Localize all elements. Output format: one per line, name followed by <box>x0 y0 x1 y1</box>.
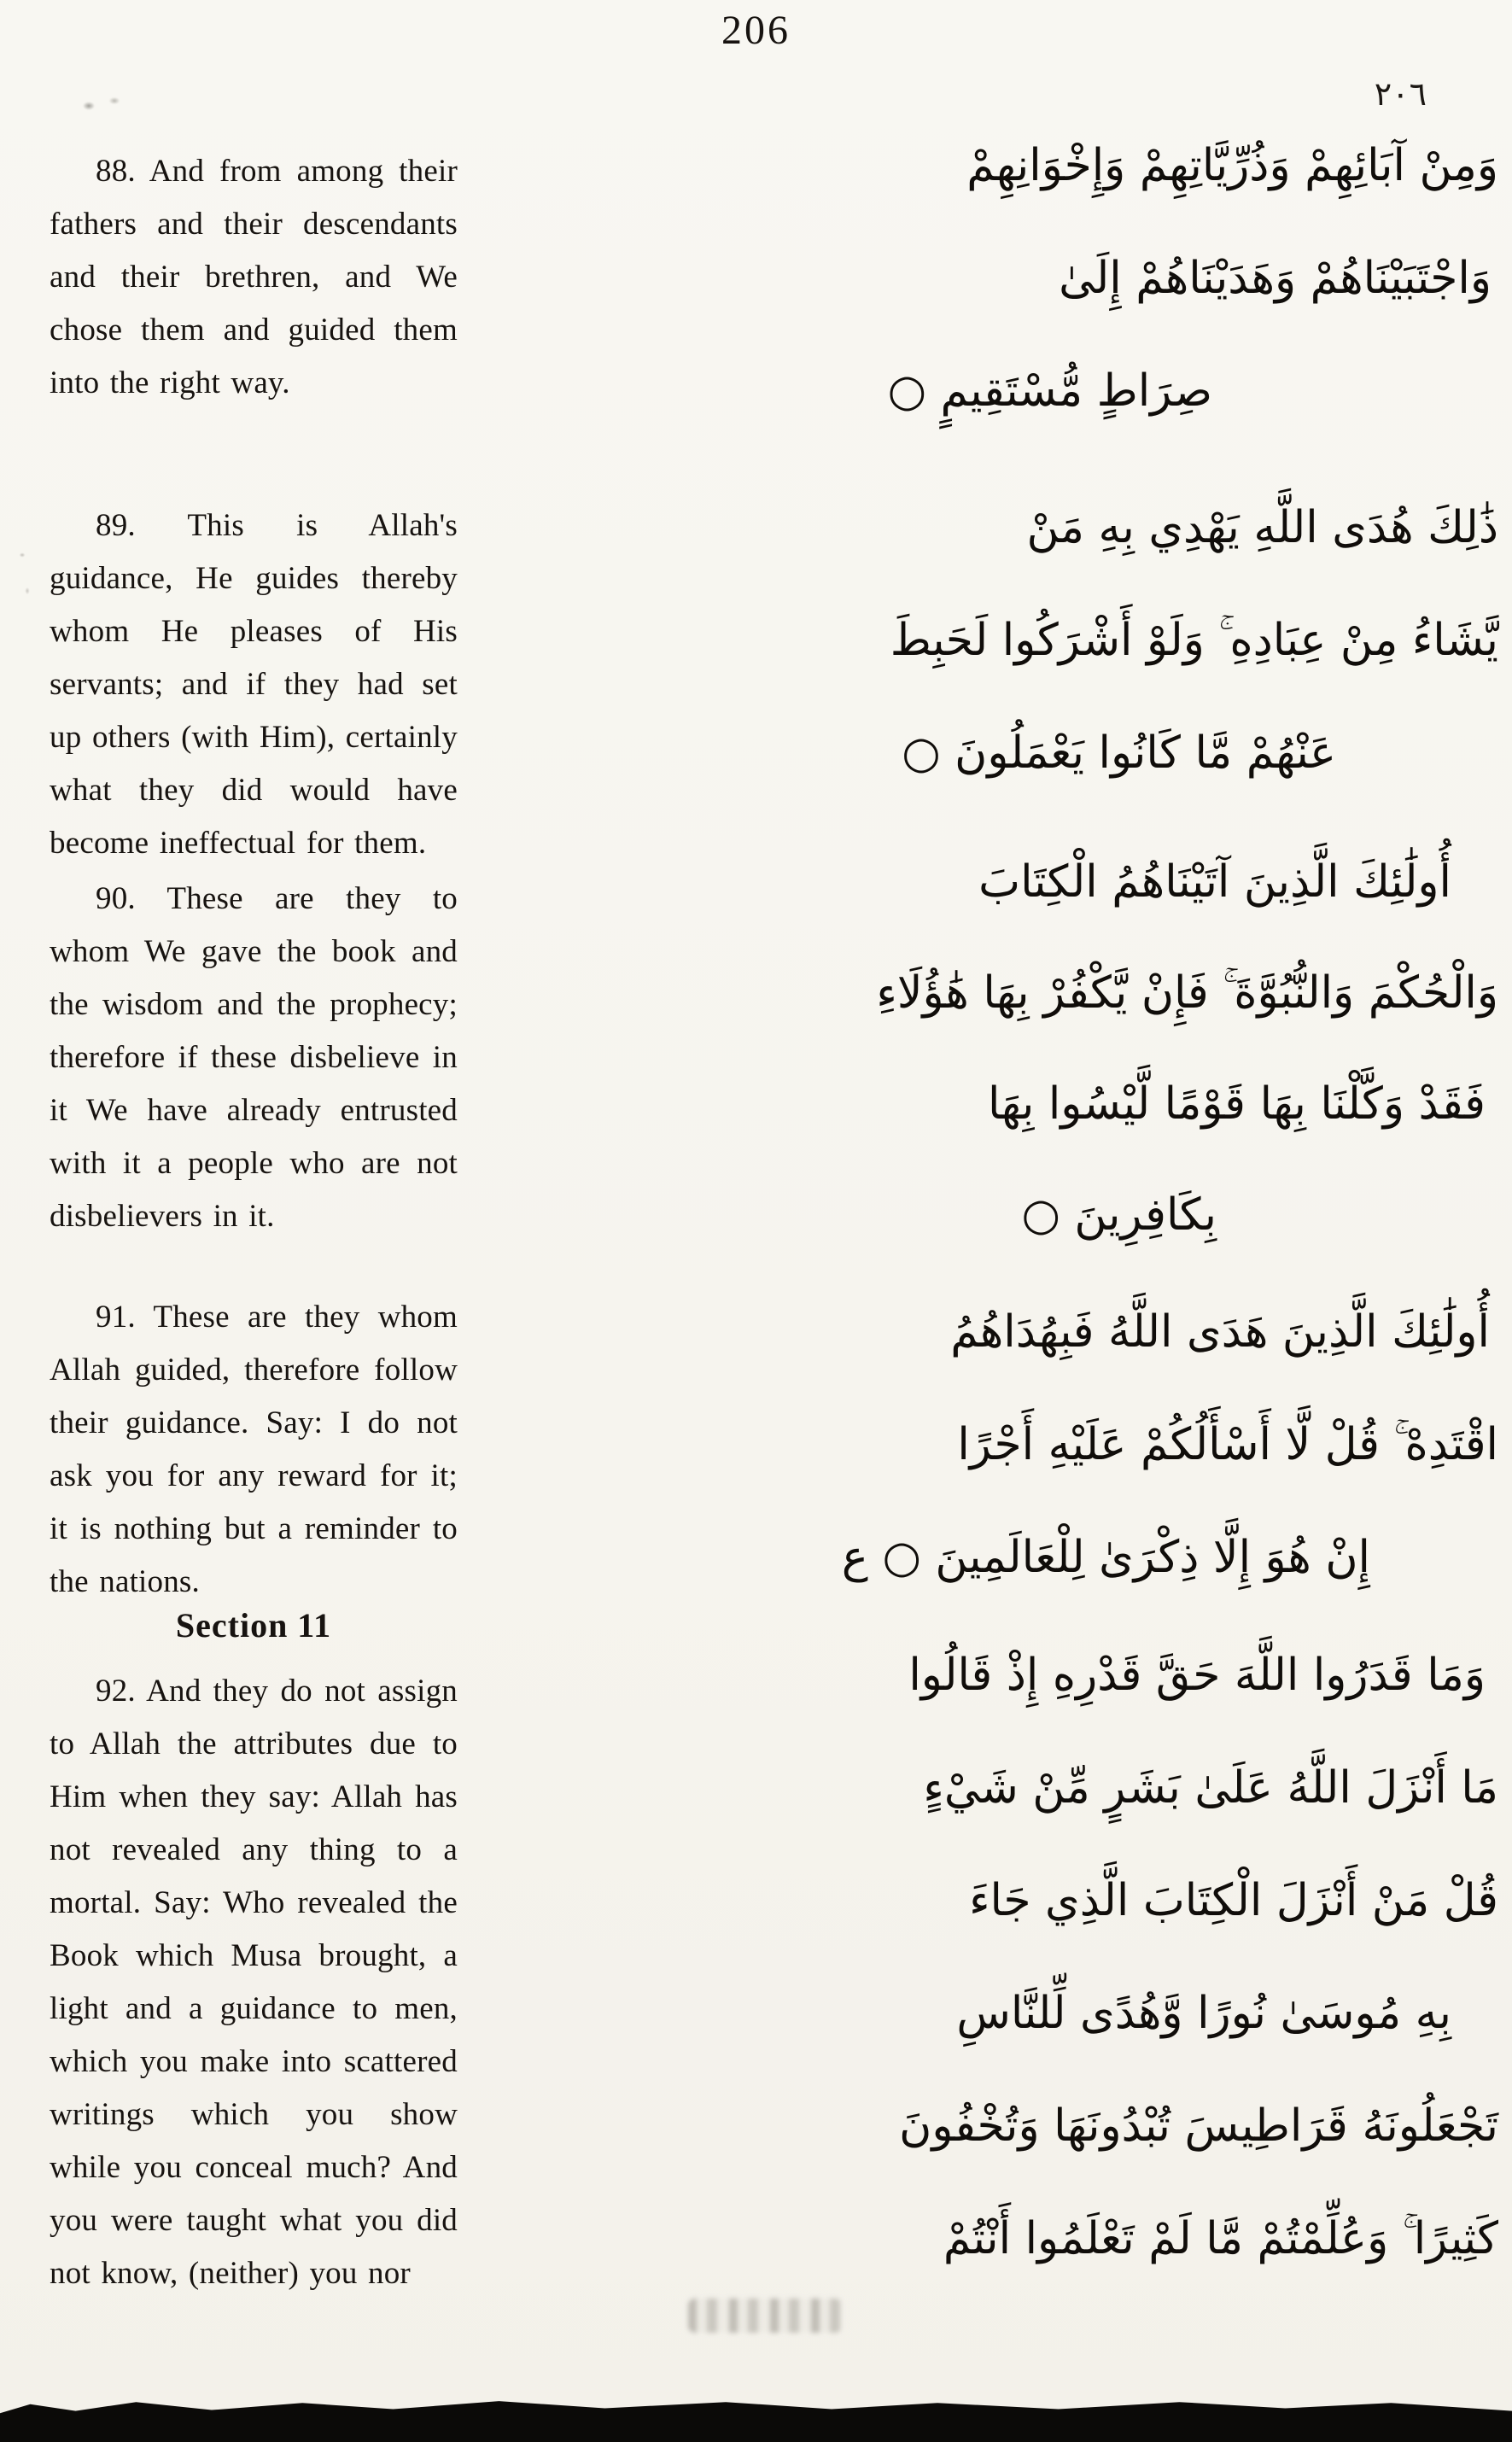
arabic-page-number: ٢٠٦ <box>1374 75 1427 113</box>
arabic-line: يَّشَاءُ مِنْ عِبَادِهِ ۚ وَلَوْ أَشْرَكُوا لَحَبِطَ <box>890 615 1498 666</box>
arabic-line: فَقَدْ وَكَّلْنَا بِهَا قَوْمًا لَّيْسُوا بِهَا <box>988 1078 1486 1130</box>
verse-88-translation: 88. And from among their fathers and their descendants and their brethren, and We chose them and guided them into the right way. <box>50 154 458 400</box>
verse-92-translation: 92. And they do not assign to Allah the attributes due to Him when they say: Allah has not revealed any thing to a mortal. Say: Who revealed the Book which Musa brought, a light and a guidance to men, which you make into scattered writings which you show while you conceal much? And you were taught what you did not know, (neither) you nor <box>50 1674 458 2291</box>
margin-speck <box>15 546 38 606</box>
arabic-line: قُلْ مَنْ أَنْزَلَ الْكِتَابَ الَّذِي جَاءَ <box>969 1875 1498 1926</box>
arabic-line: بِكَافِرِينَ ○ <box>1021 1189 1217 1241</box>
verse-91-translation: 91. These are they whom Allah guided, therefore follow their guidance. Say: I do not ask you for any reward for it; it is nothing but a reminder to the nations. <box>50 1300 458 1599</box>
arabic-verse-90 <box>807 827 1498 1271</box>
arabic-line: مَا أَنْزَلَ اللَّهُ عَلَىٰ بَشَرٍ مِّنْ شَيْءٍ <box>923 1762 1498 1814</box>
arabic-line: ذَٰلِكَ هُدَى اللَّهِ يَهْدِي بِهِ مَنْ <box>1026 502 1498 553</box>
arabic-line: أُولَٰئِكَ الَّذِينَ هَدَى اللَّهُ فَبِهُدَاهُمُ <box>950 1306 1490 1358</box>
arabic-line: عَنْهُمْ مَّا كَانُوا يَعْمَلُونَ ○ <box>902 727 1336 779</box>
verse-89-translation: 89. This is Allah's guidance, He guides thereby whom He pleases of His servants; and if they had set up others (with Him), certainly what they did would have become ineffectual for them. <box>50 508 458 861</box>
page-number: 206 <box>721 8 791 53</box>
arabic-line: كَثِيرًا ۚ وَعُلِّمْتُمْ مَّا لَمْ تَعْلَمُوا أَنْتُمْ <box>943 2213 1498 2264</box>
arabic-verse-89 <box>807 471 1498 809</box>
arabic-verse-88 <box>807 109 1498 447</box>
arabic-line: وَاجْتَبَيْنَاهُمْ وَهَدَيْنَاهُمْ إِلَىٰ <box>1059 253 1492 304</box>
arabic-line: وَمَا قَدَرُوا اللَّهَ حَقَّ قَدْرِهِ إِذْ قَالُوا <box>908 1650 1486 1701</box>
arabic-line: أُولَٰئِكَ الَّذِينَ آتَيْنَاهُمُ الْكِتَابَ <box>978 856 1451 908</box>
arabic-line: بِهِ مُوسَىٰ نُورًا وَّهُدًى لِّلنَّاسِ <box>956 1988 1451 2039</box>
arabic-line: وَمِنْ آبَائِهِمْ وَذُرِّيَّاتِهِمْ وَإِخْوَانِهِمْ <box>966 140 1498 191</box>
arabic-line: وَالْحُكْمَ وَالنُّبُوَّةَ ۚ فَإِنْ يَّكْفُرْ بِهَا هَٰؤُلَاءِ <box>876 967 1498 1019</box>
arabic-verse-92 <box>807 1619 1498 2295</box>
arabic-line: إِنْ هُوَ إِلَّا ذِكْرَىٰ لِلْعَالَمِينَ ○ ع <box>841 1532 1370 1583</box>
arabic-line: تَجْعَلُونَهُ قَرَاطِيسَ تُبْدُونَهَا وَتُخْفُونَ <box>899 2100 1498 2152</box>
arabic-verse-91 <box>807 1276 1498 1614</box>
section-heading: Section 11 <box>175 1606 332 1645</box>
ink-smudge <box>79 92 126 118</box>
verse-90-translation: 90. These are they to whom We gave the book and the wisdom and the prophecy; therefore if these disbelieve in it We have already entrusted with it a people who are not disbelievers in it. <box>50 881 458 1234</box>
arabic-line: اقْتَدِهْ ۚ قُلْ لَّا أَسْأَلُكُمْ عَلَيْهِ أَجْرًا <box>957 1419 1498 1470</box>
arabic-column <box>803 0 1512 2442</box>
arabic-line: صِرَاطٍ مُّسْتَقِيمٍ ○ <box>887 365 1212 417</box>
